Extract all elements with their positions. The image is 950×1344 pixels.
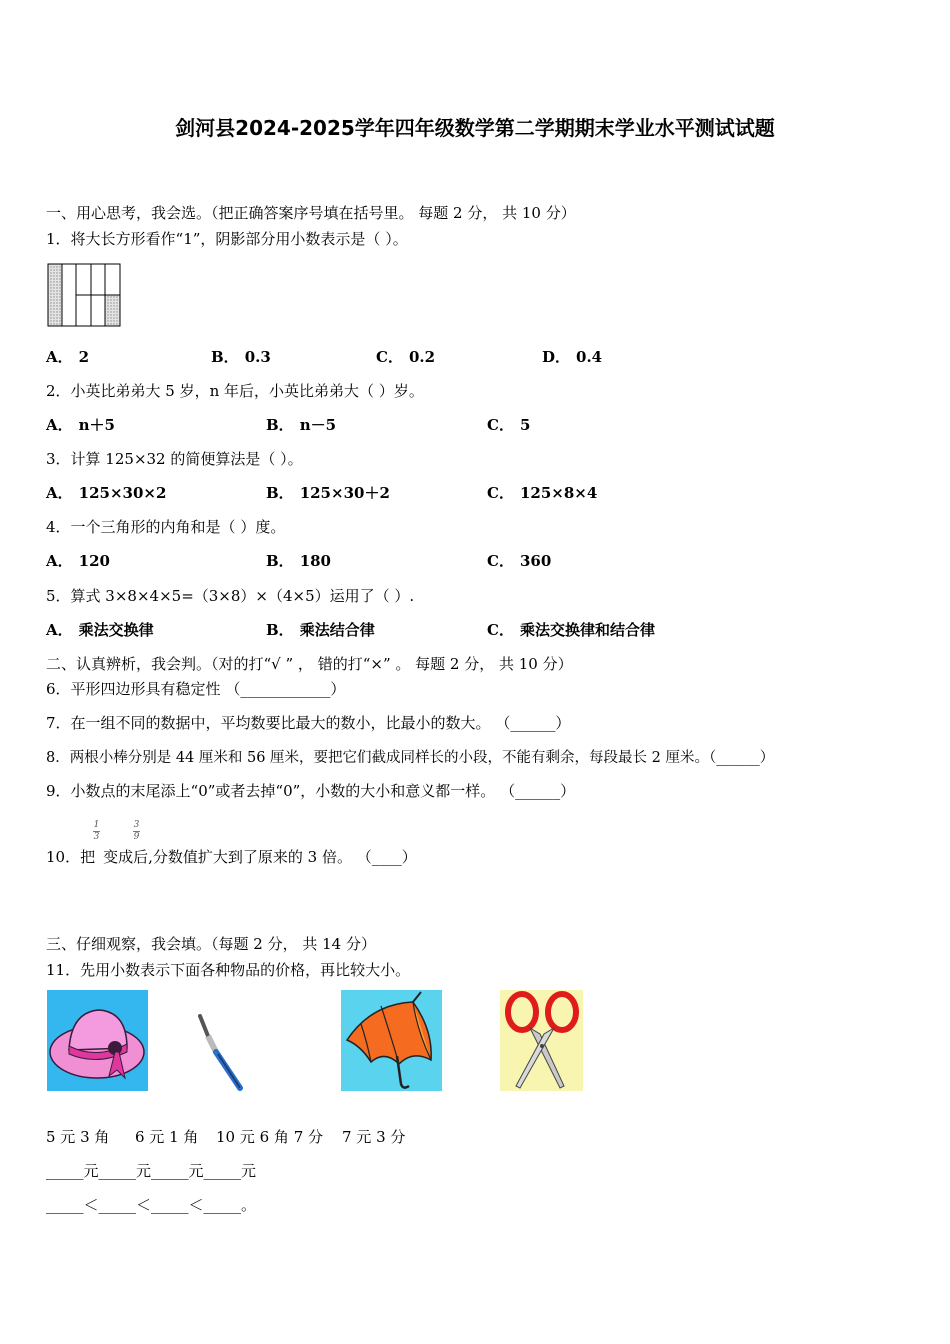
price-2: 6 元 1 角 xyxy=(135,1128,199,1146)
q5-option-b[interactable]: B． 乘法结合律 xyxy=(266,621,375,639)
price-4: 7 元 3 分 xyxy=(342,1128,406,1146)
pen-image xyxy=(190,1012,250,1092)
q3-option-a[interactable]: A． 125×30×2 xyxy=(46,484,167,502)
q1-option-b[interactable]: B． 0.3 xyxy=(211,348,271,366)
scissors-image xyxy=(500,990,583,1091)
q3-option-c[interactable]: C． 125×8×4 xyxy=(487,484,598,502)
rectangle-diagram xyxy=(47,263,121,327)
fraction-three-ninths: 3 9 xyxy=(133,820,140,842)
question-5: 5．算式 3×8×4×5=（3×8）×（4×5）运用了（ ）. xyxy=(46,587,415,605)
q2-option-a[interactable]: A． n＋5 xyxy=(46,416,115,434)
fraction-one-third: 1 3 xyxy=(93,820,100,842)
question-4: 4．一个三角形的内角和是（ ）度。 xyxy=(46,518,286,536)
answer-blanks-yuan[interactable]: _____元_____元_____元_____元 xyxy=(46,1162,257,1180)
question-8: 8．两根小棒分别是 44 厘米和 56 厘米，要把它们截成同样长的小段，不能有剩余，每段最长 2 厘米。（______） xyxy=(46,750,775,766)
price-3: 10 元 6 角 7 分 xyxy=(216,1128,324,1146)
umbrella-image xyxy=(341,990,442,1091)
section2-heading: 二、认真辨析，我会判。（对的打“√ ” ， 错的打“×” 。 每题 2 分， 共 10 分） xyxy=(46,655,573,673)
question-2: 2．小英比弟弟大 5 岁，n 年后，小英比弟弟大（ ）岁。 xyxy=(46,382,424,400)
q5-option-a[interactable]: A． 乘法交换律 xyxy=(46,621,154,639)
section3-heading: 三、仔细观察，我会填。（每题 2 分， 共 14 分） xyxy=(46,935,376,953)
shaded-strip xyxy=(48,264,62,326)
shaded-cell xyxy=(105,295,120,326)
q1-option-d[interactable]: D． 0.4 xyxy=(542,348,603,366)
q4-option-a[interactable]: A． 120 xyxy=(46,552,110,570)
q5-option-c[interactable]: C． 乘法交换律和结合律 xyxy=(487,621,655,639)
question-1: 1．将大长方形看作“1”，阴影部分用小数表示是（ ）。 xyxy=(46,230,408,248)
q3-option-b[interactable]: B． 125×30＋2 xyxy=(266,484,390,502)
page-title: 剑河县2024-2025学年四年级数学第二学期期末学业水平测试试题 xyxy=(175,116,775,140)
answer-blanks-compare[interactable]: _____＜_____＜_____＜_____。 xyxy=(46,1196,257,1214)
q2-option-c[interactable]: C． 5 xyxy=(487,416,531,434)
hat-image xyxy=(47,990,148,1091)
q2-option-b[interactable]: B． n－5 xyxy=(266,416,337,434)
price-1: 5 元 3 角 xyxy=(46,1128,110,1146)
q1-option-c[interactable]: C． 0.2 xyxy=(376,348,436,366)
question-6: 6．平形四边形具有稳定性 （____________） xyxy=(46,680,346,698)
q4-option-c[interactable]: C． 360 xyxy=(487,552,552,570)
section1-heading: 一、用心思考，我会选。（把正确答案序号填在括号里。 每题 2 分， 共 10 分） xyxy=(46,204,576,222)
question-7: 7．在一组不同的数据中，平均数要比最大的数小，比最小的数大。 （______） xyxy=(46,714,571,732)
question-9: 9．小数点的末尾添上“0”或者去掉“0”，小数的大小和意义都一样。 （______） xyxy=(46,782,576,800)
question-3: 3．计算 125×32 的简便算法是（ ）。 xyxy=(46,450,303,468)
q1-option-a[interactable]: A． 2 xyxy=(46,348,90,366)
question-11: 11．先用小数表示下面各种物品的价格，再比较大小。 xyxy=(46,961,411,979)
q4-option-b[interactable]: B． 180 xyxy=(266,552,331,570)
question-10: 10．把 变成后,分数值扩大到了原来的 3 倍。 （____） xyxy=(46,848,417,866)
